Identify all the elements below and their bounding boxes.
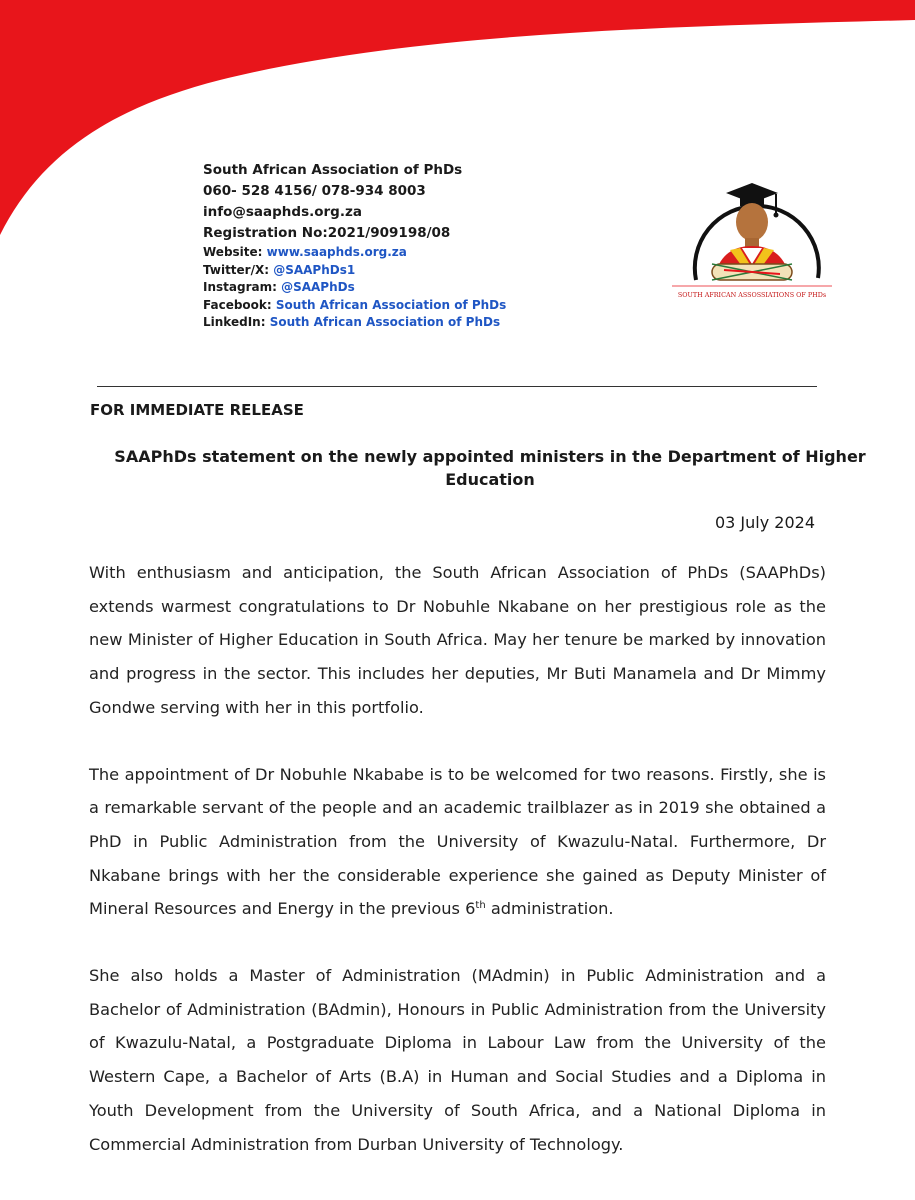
twitter-label: Twitter/X: xyxy=(203,262,270,277)
instagram-link[interactable]: @SAAPhDs xyxy=(281,280,355,294)
ordinal-suffix: th xyxy=(475,900,486,912)
org-name: South African Association of PhDs xyxy=(203,162,463,178)
registration-number: Registration No:2021/909198/08 xyxy=(203,225,451,241)
facebook-link[interactable]: South African Association of PhDs xyxy=(275,297,507,312)
header-divider xyxy=(97,386,817,387)
twitter-line xyxy=(203,262,506,280)
release-label: FOR IMMEDIATE RELEASE xyxy=(90,401,304,419)
logo-caption: SOUTH AFRICAN ASSOSSIATIONS OF PHDs xyxy=(677,291,827,299)
linkedin-line xyxy=(203,314,506,332)
instagram-label: Instagram: xyxy=(203,280,277,294)
twitter-link[interactable]: @SAAPhDs1 xyxy=(273,262,356,277)
linkedin-link[interactable]: South African Association of PhDs xyxy=(269,315,501,329)
facebook-label: Facebook: xyxy=(203,297,272,312)
phone-numbers: 060- 528 4156/ 078-934 8003 xyxy=(203,183,426,199)
paragraph-appointment xyxy=(89,758,826,927)
statement-headline: SAAPhDs statement on the newly appointed ministers in the Department of Higher Education xyxy=(114,447,866,489)
instagram-line xyxy=(203,279,506,297)
website-link[interactable]: www.saaphds.org.za xyxy=(266,245,407,259)
statement-body xyxy=(89,556,826,1194)
statement-date: 03 July 2024 xyxy=(714,513,815,532)
email-address[interactable]: info@saaphds.org.za xyxy=(203,204,362,220)
paragraph-appointment-end: administration. xyxy=(485,899,614,919)
paragraph-congratulations: With enthusiasm and anticipation, the South African Association of PhDs (SAAPhDs) extends warmest congratulations to Dr Nobuhle Nkabane on her prestigious role as the new Minister of Higher Education in South Africa. May her tenure be marked by innovation and progress in the sector. This includes her deputies, Mr Buti Manamela and Dr Mimmy Gondwe serving with her in this portfolio. xyxy=(89,563,826,717)
linkedin-label: LinkedIn: xyxy=(203,315,266,329)
paragraph-appointment-text: The appointment of Dr Nobuhle Nkababe is to be welcomed for two reasons. Firstly, she is a remarkable servant of the people and an academic trailblazer as in 2019 she obtained a PhD in Public Administration from the University of Kwazulu-Natal. Furthermore, Dr Nkabane brings with her the considerable experience she gained as Deputy Minister of Mineral Resources and Energy in the previous 6 xyxy=(89,764,826,919)
facebook-line xyxy=(203,297,506,315)
website-line xyxy=(203,244,506,262)
letterhead-contact-block xyxy=(203,160,506,332)
saaphds-logo-icon xyxy=(668,168,836,318)
paragraph-qualifications: She also holds a Master of Administration (MAdmin) in Public Administration and a Bachelor of Administration (BAdmin), Honours in Public Administration from the University of Kwazulu-Natal, a Postgraduate Diploma in Labour Law from the University of the Western Cape, a Bachelor of Arts (B.A) in Human and Social Studies and a Diploma in Youth Development from the University of South Africa, and a National Diploma in Commercial Administration from Durban University of Technology. xyxy=(89,966,826,1154)
website-label: Website: xyxy=(203,245,263,259)
